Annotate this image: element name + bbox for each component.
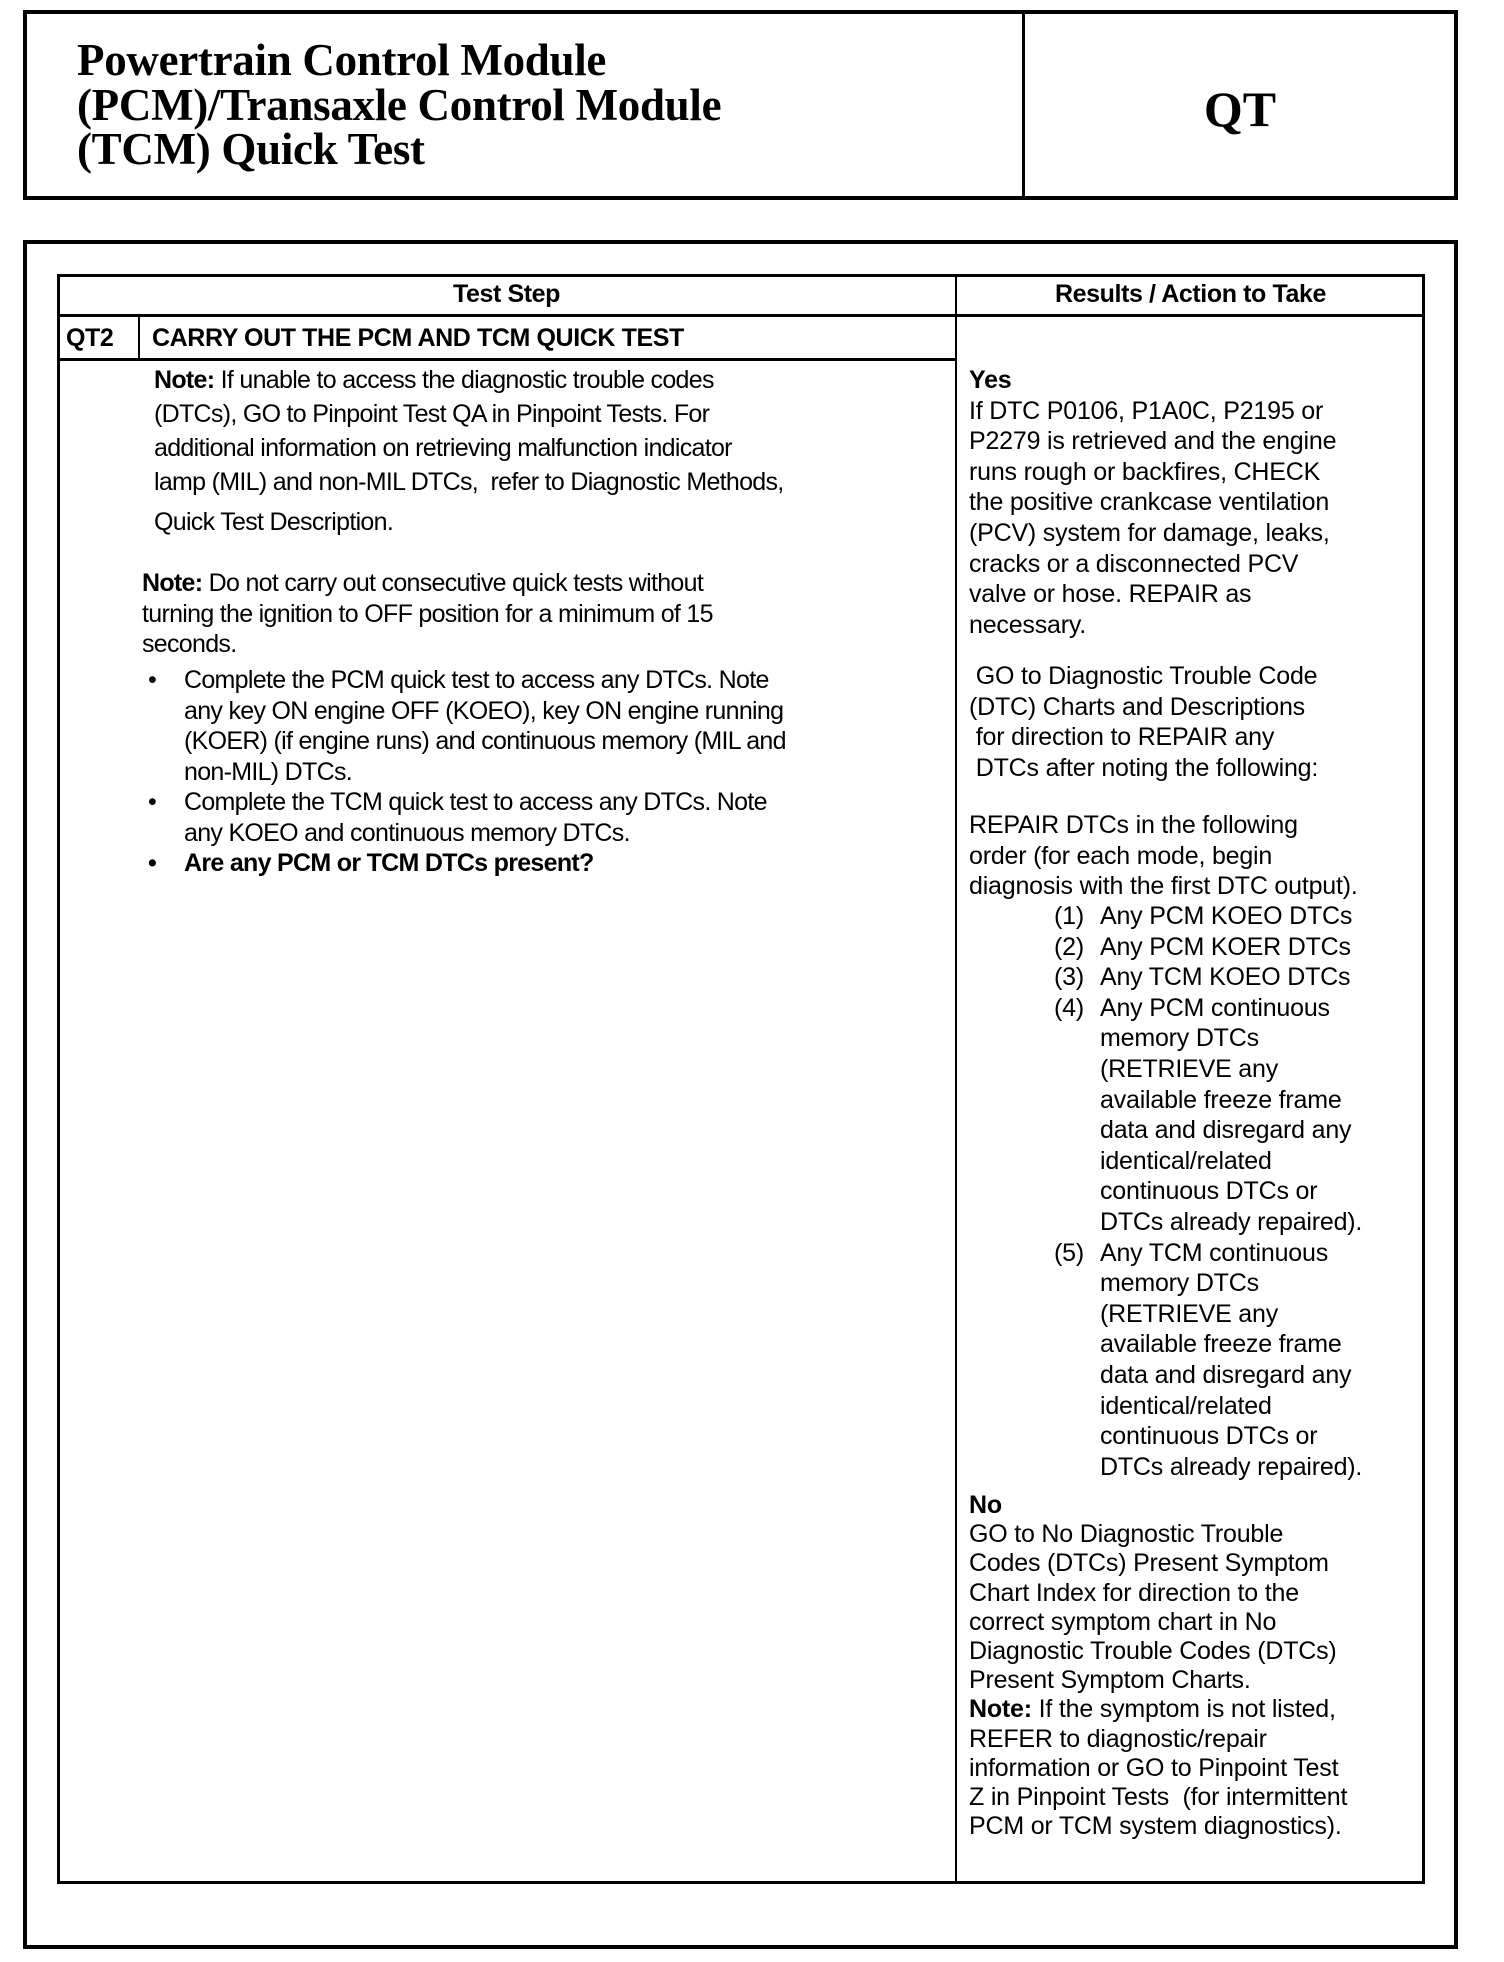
repair-order: REPAIR DTCs in the following order (for each mode, begin diagnosis with the first DTC output). [969,811,1358,901]
title-line: (PCM)/Transaxle Control Module [77,79,722,130]
order-item: (4) Any PCM continuous memory DTCs (RETRIEVE any available freeze frame data and disregard any identical/related continuous DTCs or DTCs already repaired). [1054,993,1363,1236]
go-to-dtc-charts: GO to Diagnostic Trouble Code (DTC) Charts and Descriptions for direction to REPAIR any DTCs after noting the following: [969,662,1319,782]
step-title: CARRY OUT THE PCM AND TCM QUICK TEST [152,324,684,352]
table-header-rule [57,314,1425,317]
step-row-rule [57,358,956,361]
order-item: (2) Any PCM KOER DTCs [1054,932,1351,961]
repair-order-list [1054,901,1362,1482]
column-header-test-step: Test Step [452,280,561,308]
result-yes: Yes If DTC P0106, P1A0C, P2195 or P2279 is retrieved and the engine runs rough or backfires, CHECK the positive crankcase ventilation (PCV) system for damage, leaks, cracks or a disconnected PCV valve or hose. REPAIR as necessary. [969,366,1337,639]
order-item: (5) Any TCM continuous memory DTCs (RETRIEVE any available freeze frame data and disregard any identical/related continuous DTCs or DTCs already repaired). [1054,1238,1363,1481]
bullet-icon: • [148,849,157,877]
note-label: Note: [969,1695,1032,1724]
note-2: Note: Do not carry out consecutive quick tests without turning the ignition to OFF position for a minimum of 15 seconds. [142,569,713,658]
result-no: No GO to No Diagnostic Trouble Codes (DTCs) Present Symptom Chart Index for direction to the correct symptom chart in No Diagnostic Trouble Codes (DTCs) Present Symptom Charts. Note: If the symptom is not listed, REFER to diagnostic/repair information or GO to Pinpoint Test Z in Pinpoint Tests (for intermittent PCM or TCM system diagnostics). [969,1491,1348,1841]
step-bullets [148,665,786,879]
step-id-divider [138,316,140,359]
column-header-results: Results / Action to Take [1054,280,1326,308]
title-line: Powertrain Control Module [77,35,607,85]
note-label: Note: [142,569,203,597]
bullet-item: • Complete the PCM quick test to access any DTCs. Note any key ON engine OFF (KOEO), key ON engine running (KOER) (if engine runs) and continuous memory (MIL and non-MIL) DTCs. [148,666,786,786]
order-item: (3) Any TCM KOEO DTCs [1054,963,1351,992]
note-label: Note: [154,366,215,394]
yes-label: Yes [969,366,1012,394]
bullet-icon: • [148,666,157,694]
page-title [77,35,722,174]
no-label: No [969,1491,1002,1519]
bullet-item-question: • Are any PCM or TCM DTCs present? [148,849,594,877]
section-code: QT [1203,81,1277,137]
step-id: QT2 [66,324,114,352]
bullet-item: • Complete the TCM quick test to access any DTCs. Note any KOEO and continuous memory DTCs. [148,788,767,847]
order-item: (1) Any PCM KOEO DTCs [1054,902,1353,930]
bullet-icon: • [148,788,157,816]
column-divider [955,274,957,1884]
note-1: Note: If unable to access the diagnostic trouble codes (DTCs), GO to Pinpoint Test QA in Pinpoint Tests. For additional information on retrieving malfunction indicator lamp (MIL) and non-MIL DTCs, refer to Diagnostic Methods, Quick Test Description. [154,366,784,536]
title-line: (TCM) Quick Test [77,124,425,174]
